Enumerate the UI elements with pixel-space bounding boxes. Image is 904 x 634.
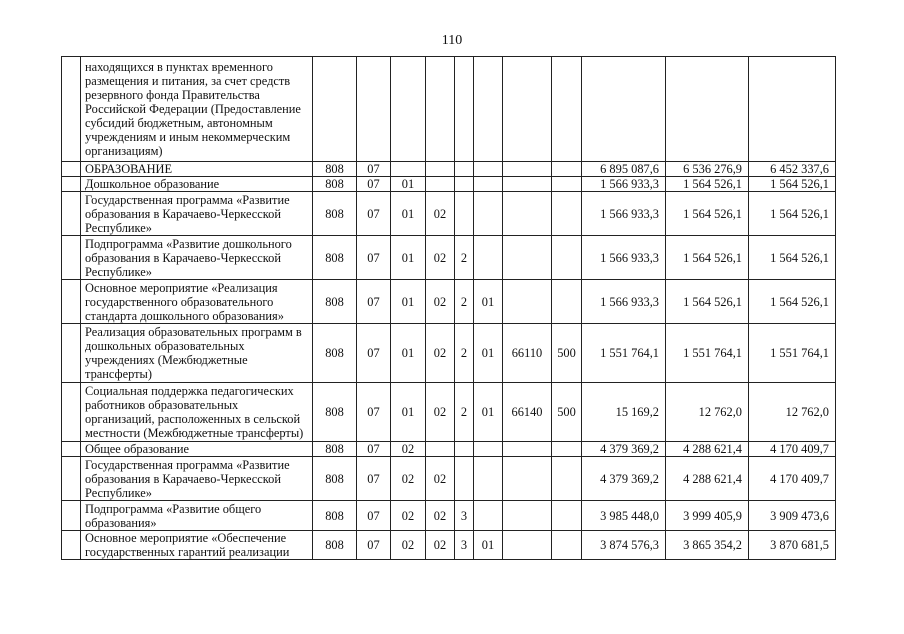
program-code-cell: 02 [426, 531, 455, 560]
value-year-2-cell: 1 564 526,1 [666, 177, 749, 192]
value-year-2-cell: 3 865 354,2 [666, 531, 749, 560]
direction-code-cell [503, 162, 552, 177]
value-year-2-cell: 4 288 621,4 [666, 457, 749, 501]
row-name-cell: Основное мероприятие «Реализация государственного образовательного стандарта дошкольного образования» [81, 280, 313, 324]
section-code-cell: 07 [357, 442, 391, 457]
budget-table [61, 56, 836, 560]
table-row [62, 531, 836, 560]
event-code-cell [474, 162, 503, 177]
event-code-cell [474, 192, 503, 236]
direction-code-cell: 66110 [503, 324, 552, 383]
ministry-code-cell: 808 [313, 192, 357, 236]
subprogram-code-cell: 2 [455, 324, 474, 383]
table-row [62, 383, 836, 442]
expense-type-code-cell [552, 531, 582, 560]
table-row [62, 177, 836, 192]
expense-type-code-cell [552, 457, 582, 501]
direction-code-cell [503, 442, 552, 457]
section-code-cell: 07 [357, 324, 391, 383]
value-year-3-cell: 1 564 526,1 [749, 280, 836, 324]
row-number-cell [62, 280, 81, 324]
table-row [62, 442, 836, 457]
row-number-cell [62, 162, 81, 177]
value-year-2-cell: 1 551 764,1 [666, 324, 749, 383]
value-year-1-cell [582, 57, 666, 162]
event-code-cell [474, 57, 503, 162]
value-year-1-cell: 1 566 933,3 [582, 177, 666, 192]
value-year-3-cell: 1 564 526,1 [749, 177, 836, 192]
value-year-2-cell: 12 762,0 [666, 383, 749, 442]
event-code-cell: 01 [474, 383, 503, 442]
row-name-cell: Подпрограмма «Развитие общего образования» [81, 501, 313, 531]
program-code-cell [426, 177, 455, 192]
ministry-code-cell: 808 [313, 501, 357, 531]
table-row [62, 280, 836, 324]
expense-type-code-cell: 500 [552, 324, 582, 383]
event-code-cell [474, 442, 503, 457]
expense-type-code-cell [552, 280, 582, 324]
page-number: 110 [441, 33, 463, 48]
subprogram-code-cell [455, 177, 474, 192]
expense-type-code-cell [552, 236, 582, 280]
subsection-code-cell: 02 [391, 501, 426, 531]
row-name-cell: находящихся в пунктах временного размещения и питания, за счет средств резервного фонда Правительства Российской Федерации (Предоставление субсидий бюджетным, автономным учреждениям и иным некоммерческим организациям) [81, 57, 313, 162]
section-code-cell: 07 [357, 192, 391, 236]
program-code-cell [426, 57, 455, 162]
subsection-code-cell: 01 [391, 236, 426, 280]
value-year-1-cell: 4 379 369,2 [582, 442, 666, 457]
event-code-cell [474, 501, 503, 531]
program-code-cell: 02 [426, 324, 455, 383]
expense-type-code-cell [552, 162, 582, 177]
direction-code-cell [503, 501, 552, 531]
row-number-cell [62, 236, 81, 280]
section-code-cell: 07 [357, 457, 391, 501]
program-code-cell: 02 [426, 457, 455, 501]
subsection-code-cell: 01 [391, 280, 426, 324]
subprogram-code-cell [455, 442, 474, 457]
row-name-cell: ОБРАЗОВАНИЕ [81, 162, 313, 177]
ministry-code-cell: 808 [313, 236, 357, 280]
subprogram-code-cell [455, 192, 474, 236]
value-year-2-cell [666, 57, 749, 162]
value-year-2-cell: 1 564 526,1 [666, 192, 749, 236]
ministry-code-cell: 808 [313, 383, 357, 442]
row-number-cell [62, 501, 81, 531]
row-name-cell: Социальная поддержка педагогических работников образовательных организаций, расположенных в сельской местности (Межбюджетные трансферты) [81, 383, 313, 442]
table-row [62, 57, 836, 162]
subprogram-code-cell: 3 [455, 501, 474, 531]
value-year-2-cell: 4 288 621,4 [666, 442, 749, 457]
value-year-1-cell: 15 169,2 [582, 383, 666, 442]
table-row [62, 236, 836, 280]
row-name-cell: Государственная программа «Развитие образования в Карачаево-Черкесской Республике» [81, 457, 313, 501]
event-code-cell [474, 177, 503, 192]
subsection-code-cell: 01 [391, 324, 426, 383]
expense-type-code-cell [552, 57, 582, 162]
row-name-cell: Подпрограмма «Развитие дошкольного образования в Карачаево-Черкесской Республике» [81, 236, 313, 280]
event-code-cell: 01 [474, 531, 503, 560]
program-code-cell [426, 442, 455, 457]
row-number-cell [62, 457, 81, 501]
subsection-code-cell: 01 [391, 177, 426, 192]
section-code-cell: 07 [357, 162, 391, 177]
value-year-3-cell: 4 170 409,7 [749, 457, 836, 501]
value-year-1-cell: 1 566 933,3 [582, 236, 666, 280]
direction-code-cell [503, 531, 552, 560]
expense-type-code-cell [552, 177, 582, 192]
direction-code-cell [503, 57, 552, 162]
row-number-cell [62, 442, 81, 457]
row-name-cell: Дошкольное образование [81, 177, 313, 192]
subsection-code-cell: 01 [391, 383, 426, 442]
table-row [62, 457, 836, 501]
value-year-3-cell [749, 57, 836, 162]
ministry-code-cell: 808 [313, 177, 357, 192]
ministry-code-cell: 808 [313, 324, 357, 383]
value-year-1-cell: 4 379 369,2 [582, 457, 666, 501]
direction-code-cell [503, 177, 552, 192]
value-year-2-cell: 1 564 526,1 [666, 236, 749, 280]
expense-type-code-cell [552, 501, 582, 531]
value-year-1-cell: 1 566 933,3 [582, 192, 666, 236]
value-year-2-cell: 6 536 276,9 [666, 162, 749, 177]
program-code-cell [426, 162, 455, 177]
row-number-cell [62, 192, 81, 236]
expense-type-code-cell [552, 192, 582, 236]
table-body [62, 57, 836, 560]
subprogram-code-cell: 2 [455, 383, 474, 442]
event-code-cell [474, 457, 503, 501]
value-year-3-cell: 6 452 337,6 [749, 162, 836, 177]
value-year-1-cell: 1 566 933,3 [582, 280, 666, 324]
subsection-code-cell: 02 [391, 457, 426, 501]
row-name-cell: Реализация образовательных программ в дошкольных образовательных учреждениях (Межбюджетные трансферты) [81, 324, 313, 383]
section-code-cell [357, 57, 391, 162]
value-year-2-cell: 3 999 405,9 [666, 501, 749, 531]
direction-code-cell: 66140 [503, 383, 552, 442]
direction-code-cell [503, 236, 552, 280]
value-year-2-cell: 1 564 526,1 [666, 280, 749, 324]
direction-code-cell [503, 280, 552, 324]
value-year-3-cell: 1 551 764,1 [749, 324, 836, 383]
value-year-1-cell: 1 551 764,1 [582, 324, 666, 383]
direction-code-cell [503, 457, 552, 501]
subsection-code-cell [391, 57, 426, 162]
ministry-code-cell: 808 [313, 280, 357, 324]
program-code-cell: 02 [426, 192, 455, 236]
row-number-cell [62, 177, 81, 192]
expense-type-code-cell [552, 442, 582, 457]
value-year-3-cell: 3 909 473,6 [749, 501, 836, 531]
subprogram-code-cell: 2 [455, 280, 474, 324]
value-year-3-cell: 1 564 526,1 [749, 192, 836, 236]
ministry-code-cell: 808 [313, 531, 357, 560]
event-code-cell: 01 [474, 280, 503, 324]
subprogram-code-cell [455, 162, 474, 177]
section-code-cell: 07 [357, 177, 391, 192]
ministry-code-cell: 808 [313, 457, 357, 501]
section-code-cell: 07 [357, 531, 391, 560]
subsection-code-cell [391, 162, 426, 177]
subprogram-code-cell [455, 57, 474, 162]
program-code-cell: 02 [426, 501, 455, 531]
value-year-1-cell: 6 895 087,6 [582, 162, 666, 177]
value-year-3-cell: 4 170 409,7 [749, 442, 836, 457]
expense-type-code-cell: 500 [552, 383, 582, 442]
value-year-1-cell: 3 874 576,3 [582, 531, 666, 560]
direction-code-cell [503, 192, 552, 236]
program-code-cell: 02 [426, 236, 455, 280]
row-number-cell [62, 383, 81, 442]
ministry-code-cell: 808 [313, 162, 357, 177]
subsection-code-cell: 02 [391, 442, 426, 457]
program-code-cell: 02 [426, 383, 455, 442]
subsection-code-cell: 02 [391, 531, 426, 560]
ministry-code-cell [313, 57, 357, 162]
table-row [62, 162, 836, 177]
section-code-cell: 07 [357, 280, 391, 324]
row-name-cell: Государственная программа «Развитие образования в Карачаево-Черкесской Республике» [81, 192, 313, 236]
section-code-cell: 07 [357, 501, 391, 531]
row-number-cell [62, 324, 81, 383]
table-row [62, 501, 836, 531]
subprogram-code-cell: 3 [455, 531, 474, 560]
ministry-code-cell: 808 [313, 442, 357, 457]
subprogram-code-cell: 2 [455, 236, 474, 280]
value-year-1-cell: 3 985 448,0 [582, 501, 666, 531]
program-code-cell: 02 [426, 280, 455, 324]
row-number-cell [62, 57, 81, 162]
section-code-cell: 07 [357, 236, 391, 280]
row-name-cell: Общее образование [81, 442, 313, 457]
table-row [62, 192, 836, 236]
event-code-cell [474, 236, 503, 280]
value-year-3-cell: 12 762,0 [749, 383, 836, 442]
event-code-cell: 01 [474, 324, 503, 383]
subprogram-code-cell [455, 457, 474, 501]
value-year-3-cell: 1 564 526,1 [749, 236, 836, 280]
row-name-cell: Основное мероприятие «Обеспечение государственных гарантий реализации [81, 531, 313, 560]
table-row [62, 324, 836, 383]
row-number-cell [62, 531, 81, 560]
section-code-cell: 07 [357, 383, 391, 442]
value-year-3-cell: 3 870 681,5 [749, 531, 836, 560]
subsection-code-cell: 01 [391, 192, 426, 236]
